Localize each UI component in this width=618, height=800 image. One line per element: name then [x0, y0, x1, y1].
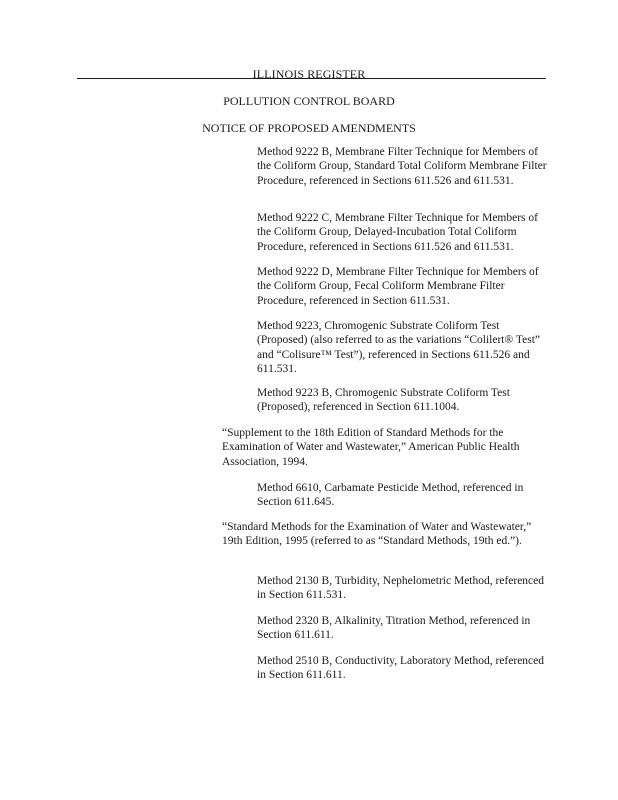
method-entry: Method 9222 C, Membrane Filter Technique for Members of the Coliform Group, Delayed-Incubation Total Coliform Procedure, referenced in Sections 611.526 and 611.531. [257, 212, 538, 253]
method-entry: Method 9222 D, Membrane Filter Technique for Members of the Coliform Group, Fecal Coliform Membrane Filter Procedure, referenced in Section 611.531. [257, 266, 539, 307]
method-entry: Method 2320 B, Alkalinity, Titration Method, referenced in Section 611.611. [257, 615, 531, 642]
register-title: ILLINOIS REGISTER [252, 67, 366, 81]
method-entry: Method 9223, Chromogenic Substrate Coliform Test (Proposed) (also referred to as the variations “Colilert® Test” and “Colisure™ Test”), referenced in Sections 611.526 and 611.531. [257, 320, 540, 376]
method-entry: Method 9223 B, Chromogenic Substrate Coliform Test (Proposed), referenced in Section 611.1004. [257, 387, 510, 414]
board-name: POLLUTION CONTROL BOARD [223, 94, 395, 108]
method-entry: Method 6610, Carbamate Pesticide Method, referenced in Section 611.645. [257, 482, 524, 509]
method-entry: Method 2510 B, Conductivity, Laboratory Method, referenced in Section 611.611. [257, 655, 545, 682]
reference-entry: “Standard Methods for the Examination of Water and Wastewater,” 19th Edition, 1995 (referred to as “Standard Methods, 19th ed.”). [222, 521, 532, 548]
notice-title: NOTICE OF PROPOSED AMENDMENTS [202, 121, 416, 135]
reference-entry: “Supplement to the 18th Edition of Standard Methods for the Examination of Water and Wastewater,” American Public Health Association, 1994. [222, 427, 520, 468]
method-entry: Method 2130 B, Turbidity, Nephelometric Method, referenced in Section 611.531. [257, 575, 545, 602]
header-rule [77, 78, 546, 79]
method-entry: Method 9222 B, Membrane Filter Technique for Members of the Coliform Group, Standard Total Coliform Membrane Filter Procedure, referenced in Sections 611.526 and 611.531. [257, 146, 547, 187]
